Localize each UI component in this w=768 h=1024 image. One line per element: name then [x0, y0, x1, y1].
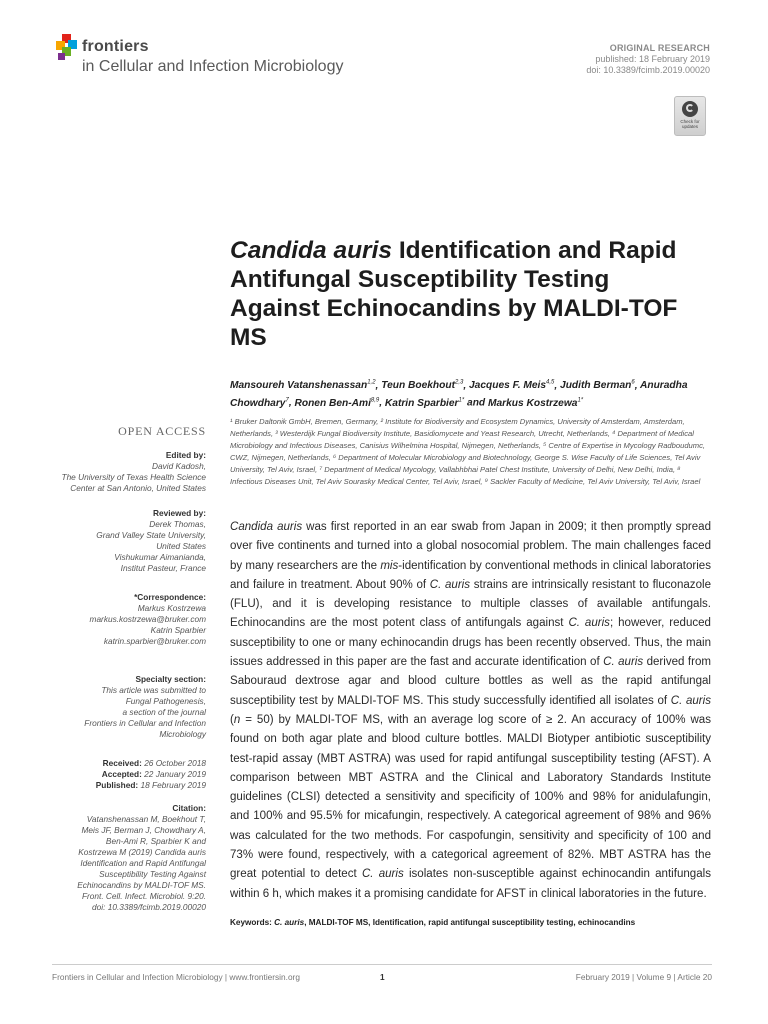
specialty-line: Fungal Pathogenesis,	[125, 696, 206, 706]
open-access-label: OPEN ACCESS	[118, 424, 206, 438]
author[interactable]: Ronen Ben-Ami$^{8,9}$	[294, 397, 380, 409]
correspondence-email[interactable]: markus.kostrzewa@bruker.com	[89, 614, 206, 624]
keywords-label: Keywords:	[230, 918, 275, 927]
correspondence-line: Markus Kostrzewa	[137, 603, 206, 613]
published-date: published: 18 February 2019	[595, 54, 710, 64]
author[interactable]: Mansoureh Vatanshenassan$^{1,2}$	[230, 380, 376, 392]
citation-label: Citation:	[172, 803, 206, 813]
reviewer-line: Derek Thomas,	[149, 519, 206, 529]
specialty-line: Frontiers in Cellular and Infection	[84, 718, 206, 728]
editor-line: David Kadosh,	[152, 461, 206, 471]
author[interactable]: Markus Kostrzewa$^{1*}$	[487, 397, 584, 409]
correspondence-line: Katrin Sparbier	[150, 625, 206, 635]
article-type: ORIGINAL RESEARCH	[609, 43, 710, 53]
citation-line: Echinocandins by MALDI-TOF MS.	[77, 880, 206, 890]
reviewer-line: Vishukumar Aimanianda,	[114, 552, 206, 562]
author[interactable]: Judith Berman$^6$	[560, 380, 635, 392]
correspondence-email[interactable]: katrin.sparbier@bruker.com	[103, 636, 206, 646]
edited-by-block	[52, 450, 206, 494]
edited-by-label: Edited by:	[165, 450, 206, 460]
author[interactable]: Anuradha Chowdhary$^7$	[230, 380, 688, 409]
citation-line: Meis JF, Berman J, Chowdhary A,	[81, 825, 206, 835]
check-updates-label: Check for updates	[680, 119, 700, 129]
article-doi[interactable]: doi: 10.3389/fcimb.2019.00020	[586, 65, 710, 75]
citation-line: Ben-Ami R, Sparbier K and	[105, 836, 206, 846]
author[interactable]: Katrin Sparbier$^{1*}$	[384, 397, 465, 409]
specialty-line: Microbiology	[159, 729, 206, 739]
reviewed-by-block	[52, 508, 206, 574]
specialty-label: Specialty section:	[135, 674, 206, 684]
citation-line: Susceptibility Testing Against	[99, 869, 206, 879]
frontiers-logo	[56, 34, 80, 62]
title-rest: Identification and Rapid Antifungal Susceptibility Testing Against Echinocandins by MALDI-TOF MS	[230, 237, 678, 351]
specialty-line: This article was submitted to	[101, 685, 206, 695]
reviewer-line: Grand Valley State University,	[96, 530, 206, 540]
correspondence-label: *Correspondence:	[134, 592, 206, 602]
author-list: Mansoureh Vatanshenassan$^{1,2}$, Teun Boekhout$^{2,3}$, Jacques F. Meis$^{4,5}$, Judith Berman$^6$, Anuradha Chowdhary$^7$, Ronen Ben-Ami$^{8,9}$, Katrin Sparbier$^{1*}$ and Markus Kostrzewa$^{1*}$	[230, 380, 688, 409]
footer-journal-link[interactable]: Frontiers in Cellular and Infection Microbiology | www.frontiersin.org	[52, 972, 300, 982]
editor-line: Center at San Antonio, United States	[70, 483, 206, 493]
citation-line: Front. Cell. Infect. Microbiol. 9:20.	[81, 891, 206, 901]
citation-line: Vatanshenassan M, Boekhout T,	[86, 814, 206, 824]
journal-name: in Cellular and Infection Microbiology	[82, 58, 344, 75]
reviewer-line: Institut Pasteur, France	[120, 563, 206, 573]
title-species: Candida auris	[230, 237, 393, 264]
correspondence-block	[52, 592, 206, 647]
article-title	[230, 236, 700, 352]
reviewer-line: United States	[156, 541, 206, 551]
page-number: 1	[380, 972, 385, 982]
editor-line: The University of Texas Health Science	[61, 472, 206, 482]
update-icon	[682, 101, 698, 117]
citation-line: Kostrzewa M (2019) Candida auris	[78, 847, 206, 857]
accepted-date: Accepted: 22 January 2019	[101, 769, 206, 779]
footer-issue-info: February 2019 | Volume 9 | Article 20	[575, 972, 712, 982]
author[interactable]: Teun Boekhout$^{2,3}$	[381, 380, 464, 392]
article-meta	[586, 43, 710, 76]
author[interactable]: Jacques F. Meis$^{4,5}$	[469, 380, 555, 392]
specialty-block	[52, 674, 206, 740]
received-date: Received: 26 October 2018	[102, 758, 206, 768]
keywords-rest: , MALDI-TOF MS, Identification, rapid antifungal susceptibility testing, echinocandins	[304, 918, 636, 927]
published-date-sidebar: Published: 18 February 2019	[95, 780, 206, 790]
affiliations: ¹ Bruker Daltonik GmbH, Bremen, Germany, ² Institute for Biodiversity and Ecosystem Dynamics, University of Amsterdam, Amsterdam, Netherlands, ³ Westerdijk Fungal Biodiversity Institute, Basidiomycete and Yeast Research, Utrecht, Netherlands, ⁴ Department of Medical Microbiology and Infectious Diseases, Canisius Wilhelmina Hospital, Nijmegen, Netherlands, ⁵ Centre of Expertise in Mycology Radboudumc, CWZ, Nijmegen, Netherlands, ⁶ Department of Molecular Microbiology and Biotechnology, George S. Wise Faculty of Life Sciences, Tel Aviv University, Tel Aviv, Israel, ⁷ Department of Medical Mycology, Vallabhbhai Patel Chest Institute, University of Delhi, New Delhi, India, ⁸ Infectious Diseases Unit, Tel Aviv Sourasky Medical Center, Tel Aviv, Israel, ⁹ Sackler Faculty of Medicine, Tel Aviv University, Tel Aviv, Israel	[230, 417, 705, 486]
reviewed-by-label: Reviewed by:	[152, 508, 206, 518]
footer-divider	[52, 964, 712, 965]
check-for-updates-button[interactable]	[674, 96, 706, 136]
abstract: Candida auris was first reported in an ear swab from Japan in 2009; it then promptly spread over five continents and turned into a global nosocomial problem. The main challenges faced by many researchers are the mis-identification by conventional methods in clinical laboratories and failure in treatment. About 90% of C. auris strains are intrinsically resistant to fluconazole (FLU), and it is developing resistance to multiple classes of available antifungals. Echinocandins are the most potent class of antifungals against C. auris; however, reduced susceptibility to one or many echinocandin drugs has been recently observed. Thus, the main issues addressed in this paper are the fast and accurate identification of C. auris derived from Sabouraud dextrose agar and blood culture bottles as well as the rapid antifungal susceptibility test by MALDI-TOF MS. This study successfully identified all isolates of C. auris (n = 50) by MALDI-TOF MS, with an average log score of ≥ 2. An accuracy of 100% was found on both agar plate and blood culture bottles. MALDI Biotyper antibiotic susceptibility test-rapid assay (MBT ASTRA) was used for rapid antifungal susceptibility testing (AFST). A comparison between MBT ASTRA and the Clinical and Laboratory Standards Institute guidelines (CLSI) detected a sensitivity and specificity of 100% and 98% for anidulafungin, and 100% and 95.5% for micafungin, respectively. A categorical agreement of 98% and 96% was calculated for the two methods. For caspofungin, sensitivity and specificity of 100 and 73% were found, respectively, with a categorical agreement of 82%. MBT ASTRA has the great potential to detect C. auris isolates non-susceptible against echinocandin antifungals within 6 h, which makes it a promising candidate for AFST in clinical laboratories in the future.	[230, 521, 712, 900]
citation-doi[interactable]: doi: 10.3389/fcimb.2019.00020	[92, 902, 206, 912]
keywords	[230, 918, 710, 927]
brand-name: frontiers	[82, 38, 149, 55]
citation-line: Identification and Rapid Antifungal	[80, 858, 206, 868]
dates-block	[52, 758, 206, 791]
keyword-first: C. auris	[274, 918, 305, 927]
specialty-line: a section of the journal	[122, 707, 206, 717]
citation-block	[52, 803, 206, 913]
